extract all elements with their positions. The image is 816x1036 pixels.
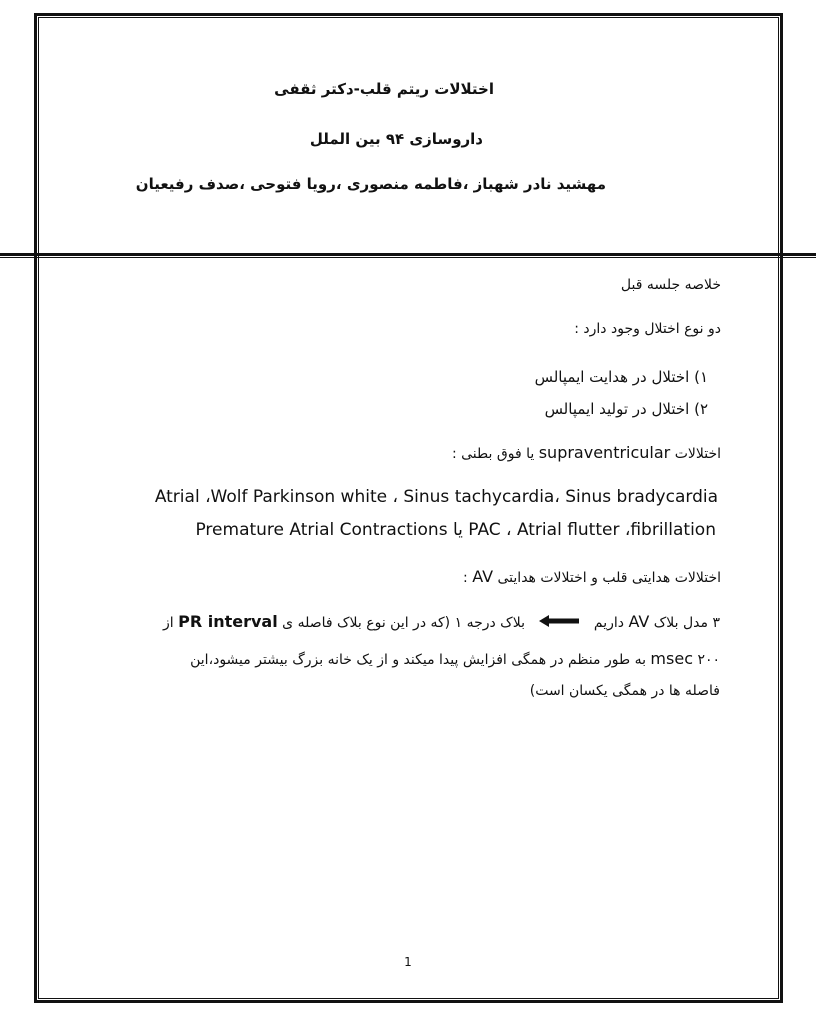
document-title: اختلالات ریتم قلب-دکتر ثقفی (274, 80, 494, 98)
av-block-paragraph-line1 (163, 612, 720, 631)
conduction-prefix: اختلالات هدایتی قلب و اختلالات هدایتی (497, 570, 721, 586)
av-block-paragraph-line3: فاصله ها در همگی یکسان است) (529, 683, 720, 699)
conduction-suffix: : (463, 570, 468, 586)
av-block-paragraph-line2 (190, 649, 720, 668)
ya-word: یا (452, 520, 463, 540)
arrhythmia-list-line1: Atrial ،Wolf Parkinson white ، Sinus tachycardia، Sinus bradycardia (154, 487, 718, 507)
body2-b: به طور منظم در همگی افزایش پیدا میکند و از یک خانه بزرگ بیشتر میشود،این (190, 652, 646, 668)
page-border (34, 13, 783, 1003)
body1-av: AV (628, 612, 650, 631)
arrhythmia-list-line2 (195, 520, 716, 540)
list-item-conduction: ۱) اختلال در هدایت ایمپالس (534, 368, 708, 386)
conduction-av: AV (472, 567, 494, 586)
supra-term: supraventricular (538, 443, 671, 462)
body1-d: از (163, 615, 174, 631)
body1-b: داریم (593, 615, 624, 631)
page-number: 1 (404, 955, 412, 969)
supra-suffix: یا فوق بطنی : (451, 446, 535, 462)
pac-full-name: Premature Atrial Contractions (195, 520, 448, 540)
body2-a: ۲۰۰ (697, 652, 720, 668)
course-subtitle: داروسازی ۹۴ بین الملل (309, 130, 483, 148)
body1-pr-interval: PR interval (178, 612, 278, 631)
body2-msec: msec (650, 649, 693, 668)
authors-line: مهشید نادر شهباز ،فاطمه منصوری ،رویا فتوحی ،صدف رفیعیان (135, 175, 606, 193)
body1-c: بلاک درجه ۱ (که در این نوع بلاک فاصله ی (282, 615, 525, 631)
two-types-intro: دو نوع اختلال وجود دارد : (574, 321, 721, 337)
header-divider (0, 253, 816, 258)
supra-prefix: اختلالات (674, 446, 721, 462)
body1-a: ۳ مدل بلاک (653, 615, 720, 631)
supraventricular-heading (452, 443, 721, 462)
arrow-left-icon (539, 615, 579, 631)
pac-flutter-fibrillation: PAC ، Atrial flutter ،fibrillation (468, 520, 716, 540)
conduction-heading (463, 567, 721, 586)
summary-heading: خلاصه جلسه قبل (620, 277, 721, 293)
list-item-generation: ۲) اختلال در تولید ایمپالس (544, 400, 708, 418)
